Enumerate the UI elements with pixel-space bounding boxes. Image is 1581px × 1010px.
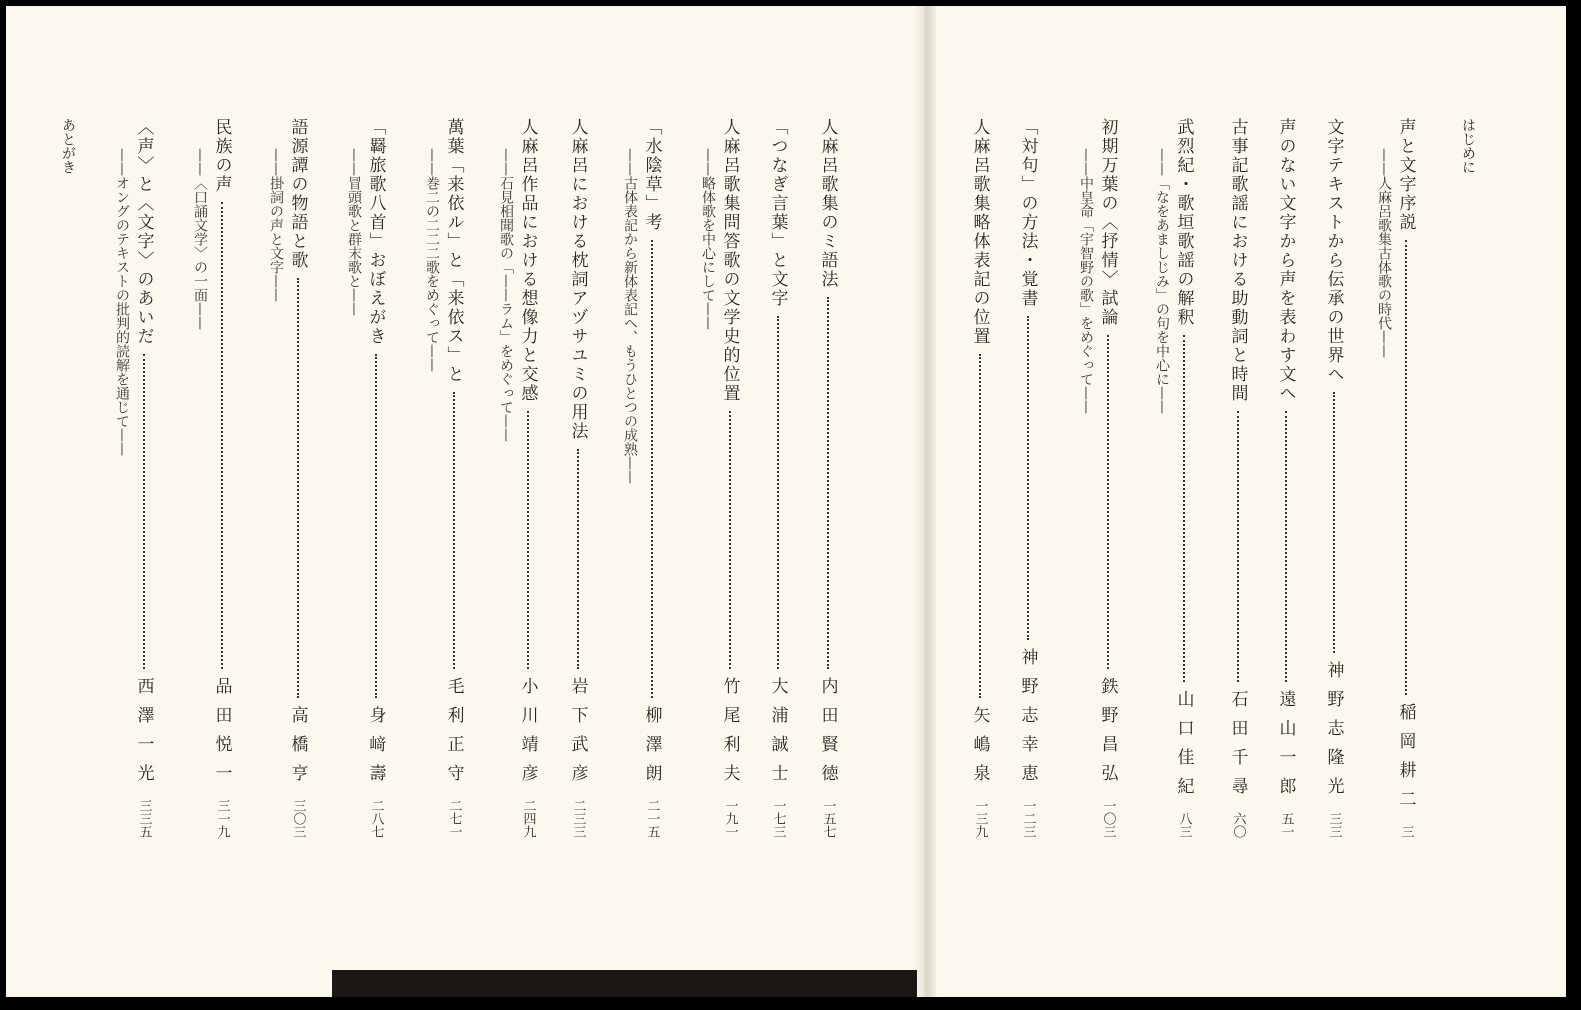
leader-dots — [375, 354, 377, 698]
toc-title: 人麻呂歌集のミ語法 — [817, 118, 838, 289]
leader-dots — [453, 392, 455, 669]
toc-line — [1016, 118, 1040, 838]
leader-dots — [729, 411, 731, 669]
toc-subtitle: ——掛詞の声と文字—— — [268, 148, 284, 302]
toc-line — [968, 118, 992, 838]
toc-entry — [1016, 118, 1040, 838]
toc-subtitle: ——石見相聞歌の「——ラム」をめぐって—— — [498, 148, 514, 442]
toc-page: 五一 — [1278, 812, 1294, 838]
toc-page: 一二三 — [1020, 799, 1036, 838]
toc-entry — [566, 118, 590, 838]
toc-page: 八三 — [1176, 812, 1192, 838]
toc-author: 神野志幸恵 — [1017, 648, 1038, 793]
toc-entry — [816, 118, 840, 838]
toc-entry — [1274, 118, 1298, 838]
leader-dots — [1107, 335, 1109, 669]
toc-line — [286, 118, 310, 838]
toc-author: 竹尾利夫 — [719, 677, 740, 793]
toc-page: 一七三 — [770, 799, 786, 838]
toc-title: 萬葉「来依ル」と「来依ス」と — [443, 118, 464, 384]
toc-entry — [618, 118, 664, 838]
toc-author: 西澤一光 — [133, 677, 154, 793]
toc-line — [816, 118, 840, 838]
toc-entry — [188, 118, 234, 838]
toc-author: 遠山一郎 — [1275, 690, 1296, 806]
toc-entry — [494, 118, 540, 838]
toc-page: 一五七 — [820, 799, 836, 838]
leader-dots — [1237, 411, 1239, 682]
book-gutter — [914, 6, 936, 997]
toc-title: 〈声〉と〈文字〉のあいだ — [133, 118, 154, 346]
leader-dots — [527, 411, 529, 669]
toc-author: 岩下武彦 — [567, 677, 588, 793]
toc-entry — [1074, 118, 1120, 838]
toc-subtitle: ——「なをあましじみ」の句を中心に—— — [1154, 148, 1170, 414]
toc-page: 六〇 — [1230, 812, 1246, 838]
toc-title: 古事記歌謡における助動詞と時間 — [1227, 118, 1248, 403]
toc-line — [442, 118, 466, 838]
toc-title: 民族の声 — [211, 118, 232, 194]
toc-line — [1322, 118, 1346, 838]
toc-author: 高橋亨 — [287, 706, 308, 793]
leader-dots — [143, 354, 145, 669]
toc-page: 三 — [1398, 825, 1414, 838]
toc-author: 神野志隆光 — [1323, 661, 1344, 806]
toc-page: 三三五 — [136, 799, 152, 838]
toc-title: 文字テキストから伝承の世界へ — [1323, 118, 1344, 384]
toc-page: 二八七 — [368, 799, 384, 838]
toc-page: 二四九 — [520, 799, 536, 838]
toc-title: 声のない文字から声を表わす文へ — [1275, 118, 1296, 403]
toc-title: 人麻呂作品における想像力と交感 — [517, 118, 538, 403]
toc-author: 鉄野昌弘 — [1097, 677, 1118, 793]
toc-title: 武烈紀・歌垣歌謡の解釈 — [1173, 118, 1194, 327]
toc-title: 声と文字序説 — [1395, 118, 1416, 232]
heading-hajimeni: はじめに — [1460, 118, 1476, 174]
toc-entry — [1322, 118, 1346, 838]
toc-page: 三〇三 — [290, 799, 306, 838]
toc-subtitle: ——略体歌を中心にして—— — [700, 148, 716, 330]
toc-line — [718, 118, 742, 838]
toc-author: 小川靖彦 — [517, 677, 538, 793]
toc-author: 身﨑壽 — [365, 706, 386, 793]
toc-title: 語源譚の物語と歌 — [287, 118, 308, 270]
toc-title: 「水陰草」考 — [641, 118, 662, 232]
leader-dots — [1333, 392, 1335, 653]
toc-line — [566, 118, 590, 838]
toc-page: 二一五 — [644, 799, 660, 838]
toc-author: 稲岡耕二 — [1395, 703, 1416, 819]
leader-dots — [651, 240, 653, 698]
leader-dots — [297, 278, 299, 698]
leader-dots — [221, 202, 223, 669]
toc-entry — [1226, 118, 1250, 838]
leader-dots — [979, 354, 981, 698]
toc-subtitle: ——オングのテキストの批判的読解を通じて—— — [114, 148, 130, 456]
toc-line — [132, 118, 156, 838]
toc-page: 三一九 — [214, 799, 230, 838]
toc-entry — [110, 118, 156, 838]
toc-subtitle: ——〈口誦文学〉の一面—— — [192, 148, 208, 330]
leader-dots — [1183, 335, 1185, 682]
leader-dots — [577, 449, 579, 669]
leader-dots — [777, 316, 779, 669]
toc-line — [516, 118, 540, 838]
scan-edge-shadow — [332, 970, 917, 997]
toc-title: 人麻呂歌集問答歌の文学史的位置 — [719, 118, 740, 403]
toc-line — [1274, 118, 1298, 838]
leader-dots — [1027, 316, 1029, 640]
toc-title: 初期万葉の〈抒情〉試論 — [1097, 118, 1118, 327]
toc-line — [210, 118, 234, 838]
toc-subtitle: ——人麻呂歌集古体歌の時代—— — [1376, 148, 1392, 358]
toc-line — [1172, 118, 1196, 838]
toc-page: 一〇三 — [1100, 799, 1116, 838]
toc-author: 品田悦一 — [211, 677, 232, 793]
toc-author: 山口佳紀 — [1173, 690, 1194, 806]
toc-title: 人麻呂における枕詞アヅサユミの用法 — [567, 118, 588, 441]
toc-page: 二七一 — [446, 799, 462, 838]
leader-dots — [1405, 240, 1407, 695]
toc-line — [766, 118, 790, 838]
leader-dots — [827, 297, 829, 669]
toc-entry — [264, 118, 310, 838]
toc-title: 「つなぎ言葉」と文字 — [767, 118, 788, 308]
toc-title: 「羇旅歌八首」おぼえがき — [365, 118, 386, 346]
toc-line — [1096, 118, 1120, 838]
toc-entry — [420, 118, 466, 838]
leader-dots — [1285, 411, 1287, 682]
toc-line — [1226, 118, 1250, 838]
toc-title: 「対句」の方法・覚書 — [1017, 118, 1038, 308]
toc-entry — [1372, 118, 1418, 838]
toc-author: 内田賢徳 — [817, 677, 838, 793]
toc-entry — [766, 118, 790, 838]
toc-line — [1394, 118, 1418, 838]
toc-subtitle: ——古体表記から新体表記へ、もうひとつの成熟—— — [622, 148, 638, 484]
toc-author: 毛利正守 — [443, 677, 464, 793]
toc-entry — [968, 118, 992, 838]
toc-page: 三三 — [1326, 812, 1342, 838]
toc-subtitle: ——中皇命「宇智野の歌」をめぐって—— — [1078, 148, 1094, 414]
book-spread — [6, 6, 1566, 997]
toc-subtitle: ——巻二の二二二歌をめぐって—— — [424, 148, 440, 372]
toc-page: 一三九 — [972, 799, 988, 838]
toc-line — [364, 118, 388, 838]
afterword-label: あとがき — [60, 118, 76, 174]
toc-entry — [696, 118, 742, 838]
toc-page: 二三三 — [570, 799, 586, 838]
toc-line — [640, 118, 664, 838]
toc-author: 石田千尋 — [1227, 690, 1248, 806]
toc-author: 大浦誠士 — [767, 677, 788, 793]
toc-subtitle: ——冒頭歌と群末歌と—— — [346, 148, 362, 316]
toc-author: 柳澤朗 — [641, 706, 662, 793]
toc-entry — [1150, 118, 1196, 838]
toc-entry — [342, 118, 388, 838]
toc-author: 矢嶋泉 — [969, 706, 990, 793]
toc-page: 一九一 — [722, 799, 738, 838]
toc-title: 人麻呂歌集略体表記の位置 — [969, 118, 990, 346]
